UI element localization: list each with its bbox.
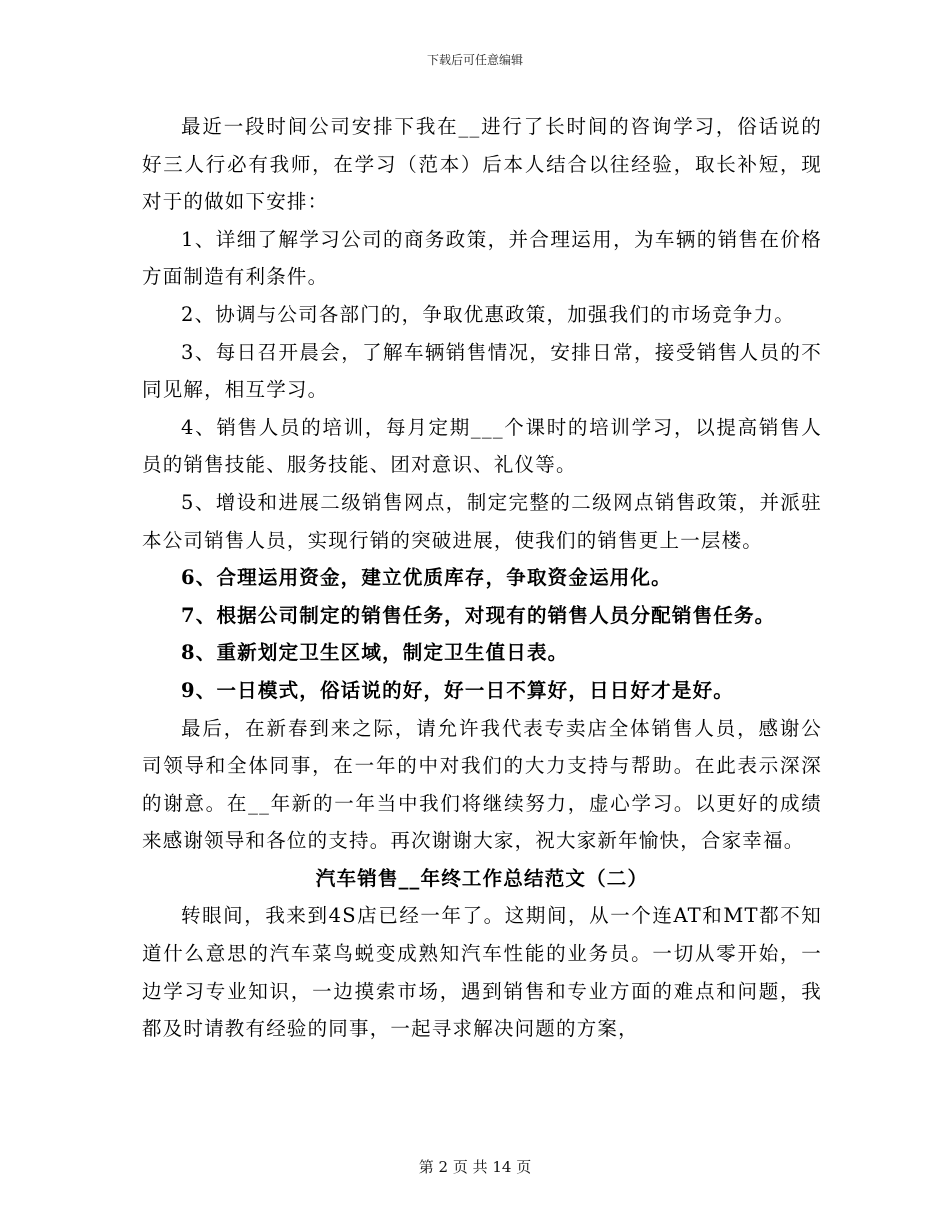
page-footer: 第 2 页 共 14 页 <box>418 1158 532 1176</box>
section-heading: 汽车销售__年终工作总结范文（二） <box>315 866 649 890</box>
list-item-7: 7、根据公司制定的销售任务，对现有的销售人员分配销售任务。 <box>181 603 776 627</box>
page-header: 下载后可任意编辑 <box>426 53 523 67</box>
paragraph-intro: 最近一段时间公司安排下我在__进行了长时间的咨询学习，俗话说的好三人行必有我师，在学习（范本）后本人结合以往经验，取长补短，现对于的做如下安排： <box>142 115 822 214</box>
paragraph-closing: 最后，在新春到来之际，请允许我代表专卖店全体销售人员，感谢公司领导和全体同事，在一年的中对我们的大力支持与帮助。在此表示深深的谢意。在__年新的一年当中我们将继续努力，虚心学习。以更好的成绩来感谢领导和各位的支持。再次谢谢大家，祝大家新年愉快，合家幸福。 <box>142 716 822 853</box>
paragraph-section-two: 转眼间，我来到4S店已经一年了。这期间，从一个连AT和MT都不知道什么意思的汽车菜鸟蜕变成熟知汽车性能的业务员。一切从零开始，一边学习专业知识，一边摸索市场，遇到销售和专业方面的难点和问题，我都及时请教有经验的同事，一起寻求解决问题的方案， <box>142 904 822 1041</box>
list-item-8: 8、重新划定卫生区域，制定卫生值日表。 <box>181 641 569 665</box>
list-item-2: 2、协调与公司各部门的，争取优惠政策，加强我们的市场竞争力。 <box>181 302 795 326</box>
document-body <box>142 108 822 1048</box>
list-item-1: 1、详细了解学习公司的商务政策，并合理运用，为车辆的销售在价格方面制造有利条件。 <box>142 227 822 289</box>
list-item-5: 5、增设和进展二级销售网点，制定完整的二级网点销售政策，并派驻本公司销售人员，实现行销的突破进展，使我们的销售更上一层楼。 <box>142 490 822 552</box>
list-item-6: 6、合理运用资金，建立优质库存，争取资金运用化。 <box>181 566 672 590</box>
list-item-3: 3、每日召开晨会，了解车辆销售情况，安排日常，接受销售人员的不同见解，相互学习。 <box>142 340 822 402</box>
list-item-4: 4、销售人员的培训，每月定期___个课时的培训学习，以提高销售人员的销售技能、服务技能、团对意识、礼仪等。 <box>142 415 822 477</box>
list-item-9: 9、一日模式，俗话说的好，好一日不算好，日日好才是好。 <box>181 678 734 702</box>
